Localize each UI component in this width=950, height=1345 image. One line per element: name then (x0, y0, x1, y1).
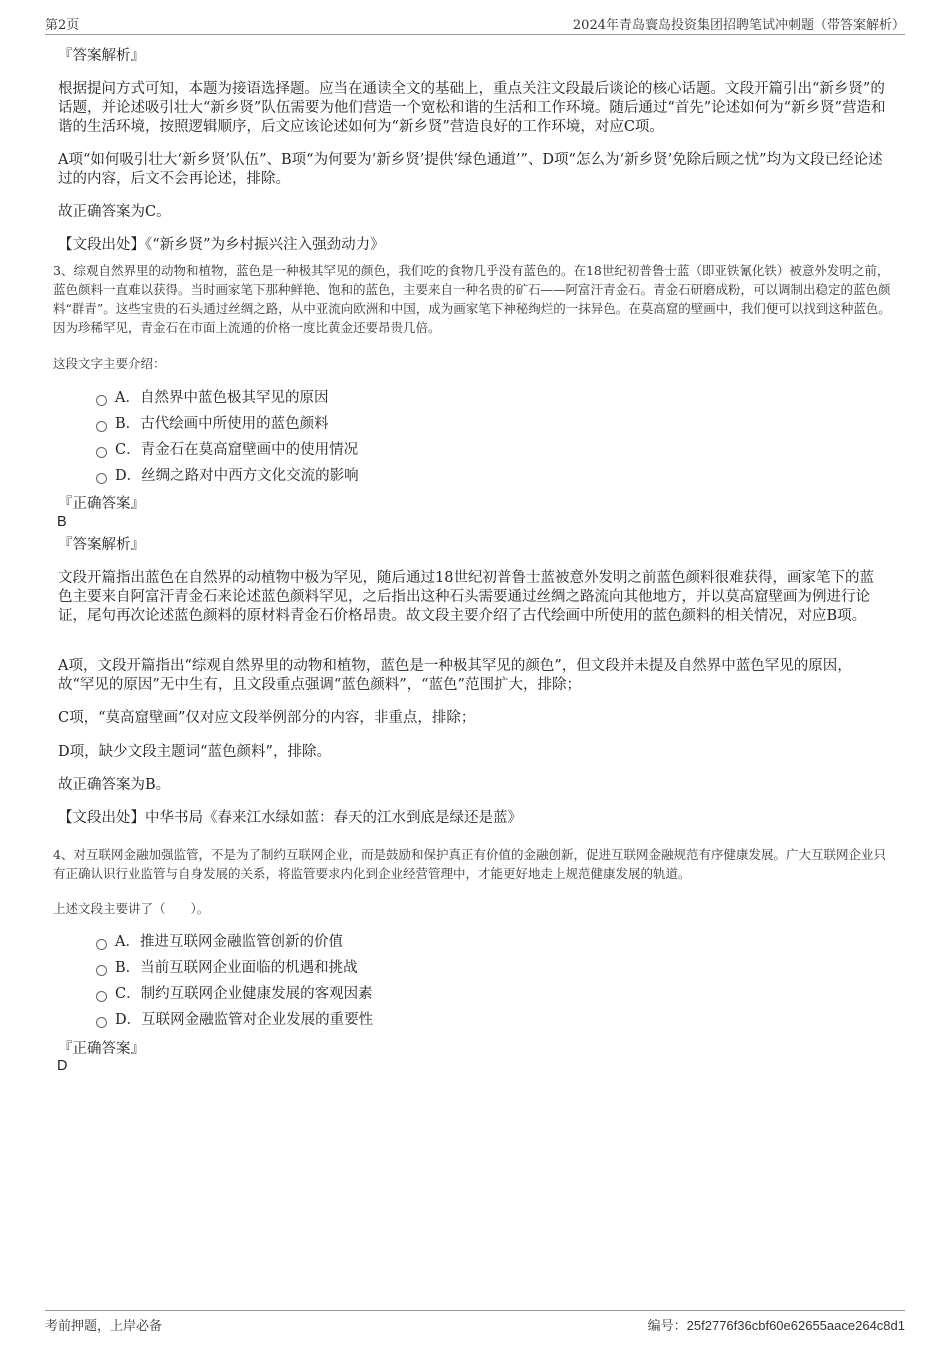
radio-icon[interactable] (96, 1017, 107, 1028)
code-value: 25f2776f36cbf60e62655aace264c8d1 (686, 1318, 905, 1333)
q2-conclusion: 故正确答案为C。 (58, 204, 171, 220)
radio-icon[interactable] (96, 991, 107, 1002)
page-number: 第2页 (45, 18, 80, 33)
q4-correct-answer: D (57, 1058, 68, 1074)
q3-option-d[interactable] (96, 467, 359, 486)
document-code (648, 1315, 905, 1334)
q4-option-d[interactable] (96, 1011, 373, 1030)
q3-option-b[interactable] (96, 415, 329, 434)
option-label: C．青金石在莫高窟壁画中的使用情况 (115, 442, 359, 458)
q3-correct-answer-label: 『正确答案』 (58, 496, 145, 512)
radio-icon[interactable] (96, 421, 107, 432)
radio-icon[interactable] (96, 473, 107, 484)
radio-icon[interactable] (96, 939, 107, 950)
q2-analysis-label: 『答案解析』 (58, 48, 145, 64)
q2-analysis-paragraph-2: A项“如何吸引壮大‘新乡贤’队伍”、B项“为何要为‘新乡贤’提供‘绿色通道’”、D项“怎么为‘新乡贤’免除后顾之忧”均为文段已经论述过的内容，后文不会再论述，排除。 (58, 152, 883, 187)
radio-icon[interactable] (96, 965, 107, 976)
radio-icon[interactable] (96, 395, 107, 406)
q4-option-b[interactable] (96, 959, 358, 978)
q2-analysis-paragraph-1: 根据提问方式可知，本题为接语选择题。应当在通读全文的基础上，重点关注文段最后谈论的核心话题。文段开篇引出“新乡贤”的话题，并论述吸引壮大“新乡贤”队伍需要为他们营造一个宽松和谐的生活和工作环境。随后通过“首先”论述如何为“新乡贤”营造和谐的生活环境，按照逻辑顺序，后文应该论述如何为“新乡贤”营造良好的工作环境，对应C项。 (58, 81, 886, 135)
q4-option-c[interactable] (96, 985, 373, 1004)
option-label: A．自然界中蓝色极其罕见的原因 (115, 390, 329, 406)
q3-prompt: 这段文字主要介绍： (53, 356, 166, 371)
option-label: C．制约互联网企业健康发展的客观因素 (115, 986, 373, 1002)
q2-source: 【文段出处】《“新乡贤”为乡村振兴注入强劲动力》 (58, 237, 385, 253)
page-footer (45, 1310, 905, 1333)
footer-slogan: 考前押题，上岸必备 (45, 1319, 163, 1334)
q4-prompt: 上述文段主要讲了（ ）。 (53, 901, 210, 916)
q3-conclusion: 故正确答案为B。 (58, 777, 171, 793)
q3-analysis-paragraph-3: C项，“莫高窟壁画”仅对应文段举例部分的内容，非重点，排除； (58, 710, 476, 726)
option-label: D．互联网金融监管对企业发展的重要性 (115, 1012, 374, 1028)
option-label: A．推进互联网金融监管创新的价值 (115, 934, 343, 950)
option-label: B．古代绘画中所使用的蓝色颜料 (115, 416, 329, 432)
q4-option-a[interactable] (96, 933, 343, 952)
page-header (45, 14, 905, 35)
option-label: D．丝绸之路对中西方文化交流的影响 (115, 468, 359, 484)
q3-analysis-paragraph-2: A项，文段开篇指出“综观自然界里的动物和植物，蓝色是一种极其罕见的颜色”，但文段并未提及自然界中蓝色罕见的原因，故“罕见的原因”无中生有，且文段重点强调“蓝色颜料”，“蓝色”范围扩大，排除； (58, 658, 852, 693)
q3-analysis-label: 『答案解析』 (58, 537, 145, 553)
q3-stem: 3、综观自然界里的动物和植物，蓝色是一种极其罕见的颜色，我们吃的食物几乎没有蓝色的。在18世纪初普鲁士蓝（即亚铁氰化铁）被意外发明之前，蓝色颜料一直难以获得。当时画家笔下那种鲜艳、饱和的蓝色，主要来自一种名贵的矿石——阿富汗青金石。青金石研磨成粉，可以调制出稳定的蓝色颜料“群青”。这些宝贵的石头通过丝绸之路，从中亚流向欧洲和中国，成为画家笔下神秘绚烂的一抹异色。在莫高窟的壁画中，我们便可以找到这种蓝色。因为珍稀罕见，青金石在市面上流通的价格一度比黄金还要昂贵几倍。 (53, 263, 891, 335)
option-label: B．当前互联网企业面临的机遇和挑战 (115, 960, 358, 976)
radio-icon[interactable] (96, 447, 107, 458)
document-title: 2024年青岛寰岛投资集团招聘笔试冲刺题（带答案解析） (572, 18, 905, 33)
q4-correct-answer-label: 『正确答案』 (58, 1041, 145, 1057)
q4-stem: 4、对互联网金融加强监管，不是为了制约互联网企业，而是鼓励和保护真正有价值的金融创新，促进互联网金融规范有序健康发展。广大互联网企业只有正确认识行业监管与自身发展的关系，将监管要求内化到企业经营管理中，才能更好地走上规范健康发展的轨道。 (53, 847, 886, 881)
q3-correct-answer: B (57, 514, 67, 530)
q3-option-a[interactable] (96, 389, 328, 408)
q3-option-c[interactable] (96, 441, 358, 460)
code-label: 编号： (647, 1319, 687, 1334)
q3-analysis-paragraph-4: D项，缺少文段主题词“蓝色颜料”，排除。 (58, 744, 331, 760)
q3-analysis-paragraph-1: 文段开篇指出蓝色在自然界的动植物中极为罕见，随后通过18世纪初普鲁士蓝被意外发明之前蓝色颜料很难获得，画家笔下的蓝色主要来自阿富汗青金石来论述蓝色颜料罕见，之后指出这种石头需要通过丝绸之路流向其他地方，并以莫高窟壁画为例进行论证，尾句再次论述蓝色颜料的原材料青金石价格昂贵。故文段主要介绍了古代绘画中所使用的蓝色颜料的相关情况，对应B项。 (58, 570, 874, 624)
q3-source: 【文段出处】中华书局《春来江水绿如蓝：春天的江水到底是绿还是蓝》 (58, 810, 522, 826)
